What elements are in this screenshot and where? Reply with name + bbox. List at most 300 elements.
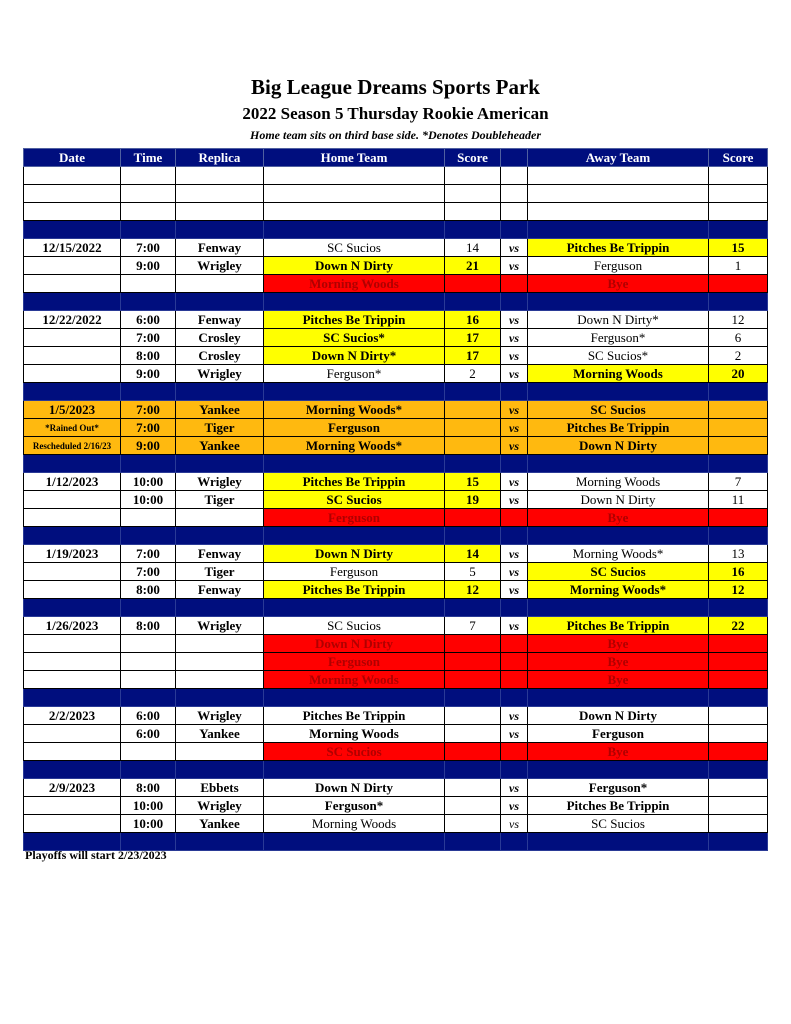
home-team-cell: Morning Woods* [264, 401, 445, 419]
away-team-cell: Pitches Be Trippin [528, 617, 709, 635]
separator-cell [176, 383, 264, 401]
home-score-cell: 12 [445, 581, 501, 599]
time-cell: 8:00 [121, 347, 176, 365]
replica-cell: Yankee [176, 815, 264, 833]
empty-row [24, 185, 768, 203]
time-cell: 7:00 [121, 419, 176, 437]
time-cell: 7:00 [121, 401, 176, 419]
time-cell: 7:00 [121, 239, 176, 257]
game-row [24, 311, 768, 329]
empty-cell [176, 167, 264, 185]
game-row [24, 581, 768, 599]
away-score-cell: 11 [709, 491, 768, 509]
away-team-cell: Morning Woods [528, 473, 709, 491]
home-team-cell: Morning Woods [264, 815, 445, 833]
time-cell: 6:00 [121, 707, 176, 725]
date-cell: Rescheduled 2/16/23 [24, 437, 121, 455]
away-score-cell: 7 [709, 473, 768, 491]
game-row [24, 365, 768, 383]
separator-row [24, 761, 768, 779]
home-team-cell: Ferguson* [264, 365, 445, 383]
date-cell [24, 257, 121, 275]
empty-cell [709, 203, 768, 221]
replica-cell: Yankee [176, 401, 264, 419]
date-cell: 12/15/2022 [24, 239, 121, 257]
separator-cell [264, 833, 445, 851]
game-row [24, 815, 768, 833]
separator-row [24, 689, 768, 707]
time-cell: 9:00 [121, 437, 176, 455]
separator-cell [24, 221, 121, 239]
empty-cell [264, 185, 445, 203]
replica-cell: Wrigley [176, 257, 264, 275]
separator-row [24, 455, 768, 473]
time-cell: 8:00 [121, 779, 176, 797]
away-team-cell: Pitches Be Trippin [528, 419, 709, 437]
home-score-cell [445, 743, 501, 761]
home-score-cell: 15 [445, 473, 501, 491]
home-score-cell [445, 401, 501, 419]
away-score-cell: 6 [709, 329, 768, 347]
date-cell: 2/2/2023 [24, 707, 121, 725]
date-cell [24, 347, 121, 365]
separator-cell [176, 293, 264, 311]
vs-cell: vs [501, 779, 528, 797]
separator-cell [501, 833, 528, 851]
vs-cell: vs [501, 581, 528, 599]
away-team-cell: Ferguson [528, 257, 709, 275]
separator-cell [24, 455, 121, 473]
away-team-cell: Bye [528, 509, 709, 527]
vs-cell: vs [501, 617, 528, 635]
replica-cell [176, 635, 264, 653]
vs-cell: vs [501, 329, 528, 347]
date-cell [24, 365, 121, 383]
time-cell: 10:00 [121, 491, 176, 509]
col-away-team: Away Team [528, 149, 709, 167]
home-team-cell: Morning Woods [264, 671, 445, 689]
separator-cell [528, 599, 709, 617]
home-team-cell: Ferguson* [264, 797, 445, 815]
replica-cell [176, 509, 264, 527]
vs-cell: vs [501, 725, 528, 743]
empty-cell [121, 185, 176, 203]
away-score-cell: 15 [709, 239, 768, 257]
vs-cell [501, 509, 528, 527]
separator-cell [24, 383, 121, 401]
replica-cell [176, 671, 264, 689]
separator-cell [24, 293, 121, 311]
separator-cell [528, 527, 709, 545]
home-score-cell: 7 [445, 617, 501, 635]
separator-cell [501, 527, 528, 545]
time-cell [121, 275, 176, 293]
vs-cell: vs [501, 365, 528, 383]
time-cell: 10:00 [121, 797, 176, 815]
time-cell [121, 671, 176, 689]
vs-cell [501, 635, 528, 653]
date-cell [24, 509, 121, 527]
separator-cell [176, 761, 264, 779]
time-cell: 9:00 [121, 365, 176, 383]
vs-cell: vs [501, 347, 528, 365]
away-score-cell: 22 [709, 617, 768, 635]
empty-cell [528, 203, 709, 221]
date-cell: 1/5/2023 [24, 401, 121, 419]
away-score-cell: 13 [709, 545, 768, 563]
vs-cell: vs [501, 401, 528, 419]
col-home-team: Home Team [264, 149, 445, 167]
separator-cell [709, 383, 768, 401]
replica-cell: Fenway [176, 311, 264, 329]
home-score-cell [445, 725, 501, 743]
vs-cell: vs [501, 419, 528, 437]
replica-cell: Fenway [176, 545, 264, 563]
away-score-cell [709, 725, 768, 743]
date-cell [24, 329, 121, 347]
home-team-cell: SC Sucios [264, 491, 445, 509]
away-team-cell: Morning Woods [528, 365, 709, 383]
empty-cell [528, 167, 709, 185]
away-score-cell [709, 671, 768, 689]
bye-row [24, 275, 768, 293]
away-team-cell: Bye [528, 653, 709, 671]
rained-out-row [24, 419, 768, 437]
empty-cell [24, 185, 121, 203]
date-cell: 1/12/2023 [24, 473, 121, 491]
home-score-cell: 5 [445, 563, 501, 581]
game-row [24, 347, 768, 365]
empty-row [24, 167, 768, 185]
vs-cell: vs [501, 257, 528, 275]
away-team-cell: SC Sucios [528, 401, 709, 419]
separator-cell [528, 833, 709, 851]
empty-cell [445, 185, 501, 203]
time-cell: 8:00 [121, 581, 176, 599]
home-score-cell [445, 815, 501, 833]
empty-cell [709, 185, 768, 203]
home-score-cell [445, 635, 501, 653]
away-score-cell [709, 653, 768, 671]
separator-cell [264, 527, 445, 545]
away-score-cell [709, 707, 768, 725]
separator-cell [528, 221, 709, 239]
home-score-cell: 14 [445, 239, 501, 257]
away-team-cell: Ferguson* [528, 779, 709, 797]
separator-cell [176, 833, 264, 851]
separator-cell [121, 293, 176, 311]
empty-cell [445, 203, 501, 221]
separator-cell [445, 833, 501, 851]
away-team-cell: Bye [528, 743, 709, 761]
empty-cell [528, 185, 709, 203]
empty-cell [176, 185, 264, 203]
separator-cell [709, 599, 768, 617]
vs-cell [501, 743, 528, 761]
home-team-cell: Pitches Be Trippin [264, 581, 445, 599]
separator-cell [445, 293, 501, 311]
separator-cell [501, 293, 528, 311]
empty-cell [264, 167, 445, 185]
home-score-cell: 19 [445, 491, 501, 509]
replica-cell: Fenway [176, 581, 264, 599]
away-score-cell [709, 437, 768, 455]
game-row [24, 329, 768, 347]
separator-cell [528, 455, 709, 473]
home-team-cell: Ferguson [264, 653, 445, 671]
home-score-cell [445, 671, 501, 689]
game-row [24, 779, 768, 797]
away-score-cell [709, 419, 768, 437]
home-score-cell [445, 797, 501, 815]
away-team-cell: Ferguson* [528, 329, 709, 347]
date-cell [24, 275, 121, 293]
separator-cell [264, 455, 445, 473]
home-team-cell: Down N Dirty [264, 545, 445, 563]
time-cell: 7:00 [121, 563, 176, 581]
away-score-cell [709, 743, 768, 761]
bye-row [24, 653, 768, 671]
away-score-cell [709, 401, 768, 419]
away-team-cell: Morning Woods* [528, 545, 709, 563]
page-subtitle: 2022 Season 5 Thursday Rookie American [242, 104, 549, 123]
vs-cell [501, 653, 528, 671]
page-title: Big League Dreams Sports Park [251, 75, 540, 99]
replica-cell: Crosley [176, 347, 264, 365]
game-row [24, 563, 768, 581]
separator-cell [445, 599, 501, 617]
separator-cell [121, 689, 176, 707]
replica-cell [176, 743, 264, 761]
separator-cell [501, 599, 528, 617]
schedule-body [24, 167, 768, 851]
separator-cell [709, 293, 768, 311]
empty-cell [501, 185, 528, 203]
home-score-cell: 14 [445, 545, 501, 563]
separator-cell [445, 761, 501, 779]
empty-cell [176, 203, 264, 221]
date-cell [24, 653, 121, 671]
date-cell: 2/9/2023 [24, 779, 121, 797]
bye-row [24, 743, 768, 761]
home-score-cell [445, 419, 501, 437]
separator-cell [121, 221, 176, 239]
vs-cell: vs [501, 545, 528, 563]
separator-cell [121, 761, 176, 779]
replica-cell: Tiger [176, 491, 264, 509]
time-cell: 7:00 [121, 329, 176, 347]
replica-cell: Fenway [176, 239, 264, 257]
date-cell [24, 743, 121, 761]
date-cell [24, 725, 121, 743]
vs-cell: vs [501, 707, 528, 725]
separator-row [24, 383, 768, 401]
away-team-cell: Bye [528, 635, 709, 653]
empty-cell [264, 203, 445, 221]
time-cell [121, 743, 176, 761]
vs-cell: vs [501, 473, 528, 491]
replica-cell: Ebbets [176, 779, 264, 797]
separator-cell [445, 689, 501, 707]
game-row [24, 257, 768, 275]
separator-cell [121, 455, 176, 473]
home-team-cell: SC Sucios [264, 743, 445, 761]
separator-cell [24, 527, 121, 545]
separator-cell [121, 599, 176, 617]
separator-cell [709, 689, 768, 707]
date-cell [24, 581, 121, 599]
time-cell: 7:00 [121, 545, 176, 563]
game-row [24, 491, 768, 509]
separator-cell [445, 527, 501, 545]
away-score-cell: 1 [709, 257, 768, 275]
replica-cell: Yankee [176, 437, 264, 455]
away-team-cell: SC Sucios [528, 815, 709, 833]
bye-row [24, 509, 768, 527]
col-replica: Replica [176, 149, 264, 167]
time-cell: 10:00 [121, 815, 176, 833]
vs-cell: vs [501, 437, 528, 455]
col-away-score: Score [709, 149, 768, 167]
separator-cell [501, 221, 528, 239]
game-row [24, 797, 768, 815]
away-score-cell: 2 [709, 347, 768, 365]
empty-cell [709, 167, 768, 185]
separator-cell [24, 599, 121, 617]
away-team-cell: Pitches Be Trippin [528, 797, 709, 815]
home-team-cell: SC Sucios [264, 617, 445, 635]
separator-cell [709, 527, 768, 545]
date-cell: 1/26/2023 [24, 617, 121, 635]
replica-cell [176, 653, 264, 671]
empty-row [24, 203, 768, 221]
home-score-cell [445, 653, 501, 671]
separator-cell [176, 455, 264, 473]
separator-cell [528, 761, 709, 779]
separator-cell [528, 383, 709, 401]
away-team-cell: Bye [528, 671, 709, 689]
away-score-cell [709, 509, 768, 527]
separator-cell [264, 689, 445, 707]
replica-cell [176, 275, 264, 293]
separator-cell [264, 221, 445, 239]
separator-cell [24, 761, 121, 779]
date-cell [24, 635, 121, 653]
separator-cell [501, 455, 528, 473]
away-score-cell [709, 779, 768, 797]
home-score-cell: 17 [445, 347, 501, 365]
rained-out-row [24, 437, 768, 455]
away-team-cell: Bye [528, 275, 709, 293]
bye-row [24, 635, 768, 653]
separator-row [24, 221, 768, 239]
separator-cell [445, 383, 501, 401]
vs-cell [501, 671, 528, 689]
time-cell: 6:00 [121, 311, 176, 329]
home-score-cell [445, 707, 501, 725]
separator-cell [501, 689, 528, 707]
empty-cell [24, 203, 121, 221]
game-row [24, 707, 768, 725]
col-home-score: Score [445, 149, 501, 167]
separator-row [24, 599, 768, 617]
replica-cell: Wrigley [176, 365, 264, 383]
date-cell [24, 491, 121, 509]
replica-cell: Yankee [176, 725, 264, 743]
home-team-cell: Pitches Be Trippin [264, 707, 445, 725]
schedule-table [23, 148, 768, 851]
replica-cell: Wrigley [176, 473, 264, 491]
home-team-cell: Morning Woods [264, 725, 445, 743]
vs-cell: vs [501, 491, 528, 509]
away-score-cell [709, 275, 768, 293]
separator-cell [264, 599, 445, 617]
home-team-cell: SC Sucios [264, 239, 445, 257]
vs-cell: vs [501, 797, 528, 815]
separator-cell [121, 383, 176, 401]
separator-cell [501, 761, 528, 779]
time-cell: 9:00 [121, 257, 176, 275]
date-cell [24, 671, 121, 689]
empty-cell [121, 167, 176, 185]
home-team-cell: Pitches Be Trippin [264, 473, 445, 491]
separator-cell [264, 383, 445, 401]
home-score-cell [445, 275, 501, 293]
time-cell [121, 635, 176, 653]
separator-cell [709, 221, 768, 239]
separator-cell [709, 761, 768, 779]
separator-cell [501, 383, 528, 401]
home-team-cell: Down N Dirty [264, 635, 445, 653]
home-team-cell: Morning Woods* [264, 437, 445, 455]
home-score-cell [445, 509, 501, 527]
home-score-cell: 2 [445, 365, 501, 383]
separator-cell [528, 689, 709, 707]
replica-cell: Wrigley [176, 707, 264, 725]
separator-row [24, 527, 768, 545]
away-score-cell [709, 635, 768, 653]
away-team-cell: Down N Dirty [528, 437, 709, 455]
date-cell [24, 797, 121, 815]
empty-cell [24, 167, 121, 185]
game-row [24, 473, 768, 491]
separator-cell [176, 221, 264, 239]
replica-cell: Wrigley [176, 797, 264, 815]
separator-cell [176, 527, 264, 545]
separator-cell [264, 761, 445, 779]
time-cell: 8:00 [121, 617, 176, 635]
date-cell: *Rained Out* [24, 419, 121, 437]
away-score-cell: 20 [709, 365, 768, 383]
away-team-cell: Down N Dirty [528, 707, 709, 725]
separator-row [24, 293, 768, 311]
empty-cell [121, 203, 176, 221]
away-team-cell: Down N Dirty [528, 491, 709, 509]
replica-cell: Tiger [176, 419, 264, 437]
replica-cell: Wrigley [176, 617, 264, 635]
bye-row [24, 671, 768, 689]
time-cell: 6:00 [121, 725, 176, 743]
separator-cell [709, 833, 768, 851]
col-time: Time [121, 149, 176, 167]
home-team-cell: Down N Dirty [264, 257, 445, 275]
away-team-cell: Ferguson [528, 725, 709, 743]
home-team-cell: SC Sucios* [264, 329, 445, 347]
empty-cell [445, 167, 501, 185]
home-team-cell: Ferguson [264, 419, 445, 437]
home-score-cell: 21 [445, 257, 501, 275]
col-vs [501, 149, 528, 167]
